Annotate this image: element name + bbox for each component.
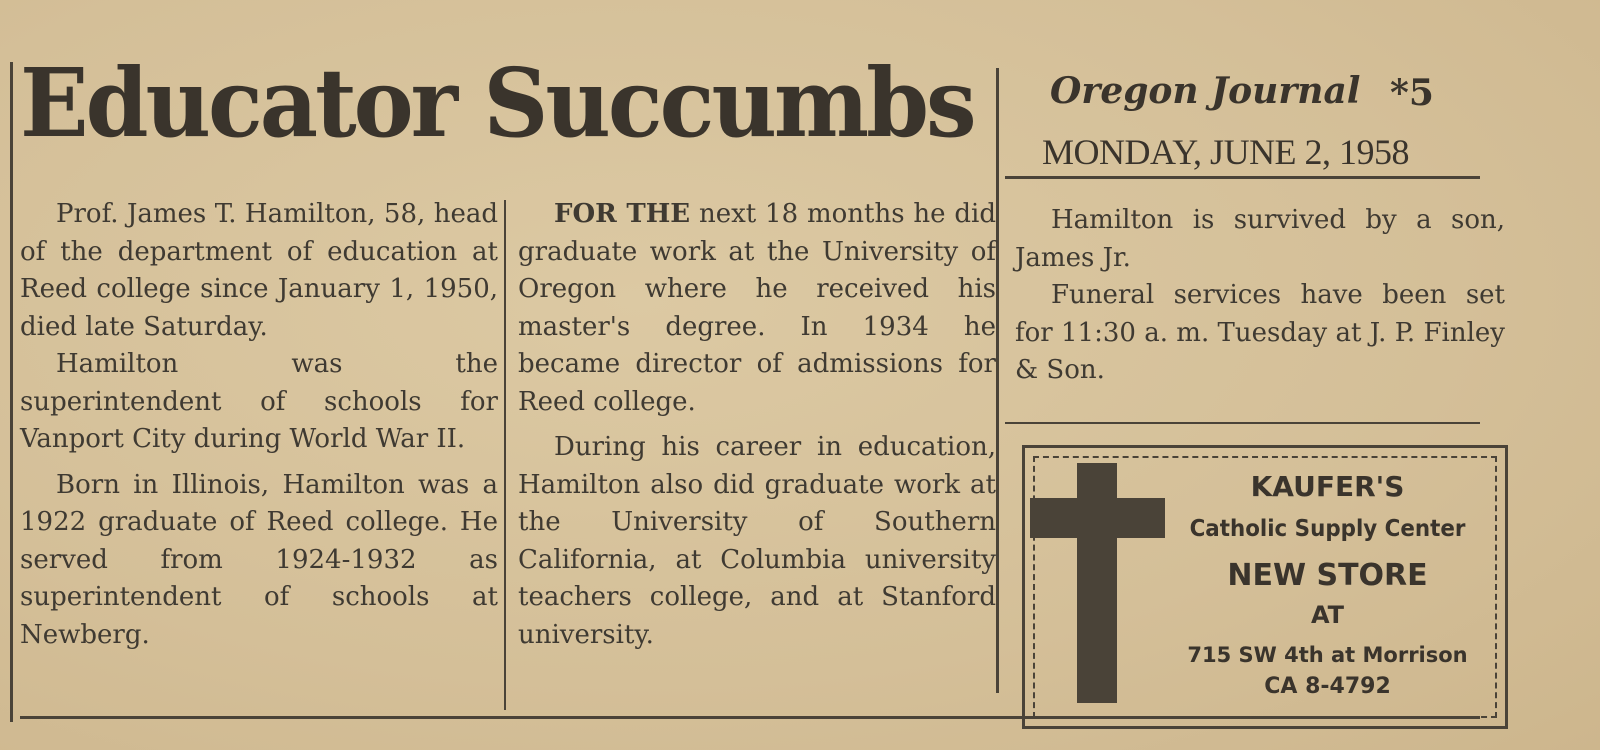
- column-rule-2: [996, 68, 999, 693]
- article-column-1: [20, 196, 498, 654]
- advertisement: [1022, 445, 1508, 729]
- masthead-rule: [1005, 176, 1480, 179]
- dateline: MONDAY, JUNE 2, 1958: [1042, 132, 1410, 172]
- masthead-name: Oregon Journal: [1050, 70, 1361, 112]
- headline: Educator Succumbs: [20, 47, 974, 159]
- article-column-2: [518, 196, 996, 654]
- paragraph: Funeral services have been set for 11:30 a. m. Tuesday at J. P. Finley & Son.: [1015, 280, 1505, 385]
- ad-new-store: NEW STORE: [1227, 558, 1428, 593]
- ad-subtitle: Catholic Supply Center: [1189, 516, 1466, 542]
- paragraph: Prof. James T. Hamilton, 58, head of the department of education at Reed college since January 1, 1950, died late Saturday.: [20, 199, 498, 342]
- ad-at: AT: [1310, 601, 1345, 629]
- cross-icon-arm: [1030, 498, 1165, 538]
- paragraph: Hamilton is survived by a son, James Jr.: [1015, 205, 1505, 273]
- ad-phone: CA 8-4792: [1264, 674, 1391, 699]
- paragraph-text: next 18 months he did graduate work at the University of Oregon where he received his master's degree. In 1934 he became director of admissions for Reed college.: [518, 199, 996, 417]
- paragraph: [518, 196, 996, 421]
- paragraph: During his career in education, Hamilton also did graduate work at the University of Southern California, at Columbia university teachers college, and at Stanford university.: [518, 432, 996, 650]
- ad-store-name: KAUFER'S: [1250, 470, 1405, 503]
- paragraph: Born in Illinois, Hamilton was a 1922 graduate of Reed college. He served from 1924-1932 as superintendent of schools at Newberg.: [20, 469, 498, 650]
- left-border-rule: [10, 62, 13, 722]
- article-column-3: [1015, 202, 1505, 390]
- column3-rule: [1005, 422, 1480, 424]
- page-number: *5: [1390, 72, 1434, 114]
- ad-address: 715 SW 4th at Morrison: [1187, 643, 1468, 667]
- paragraph: Hamilton was the superintendent of schools for Vanport City during World War II.: [20, 349, 498, 454]
- column-rule-1: [504, 200, 506, 710]
- paragraph-lead: FOR THE: [554, 199, 691, 229]
